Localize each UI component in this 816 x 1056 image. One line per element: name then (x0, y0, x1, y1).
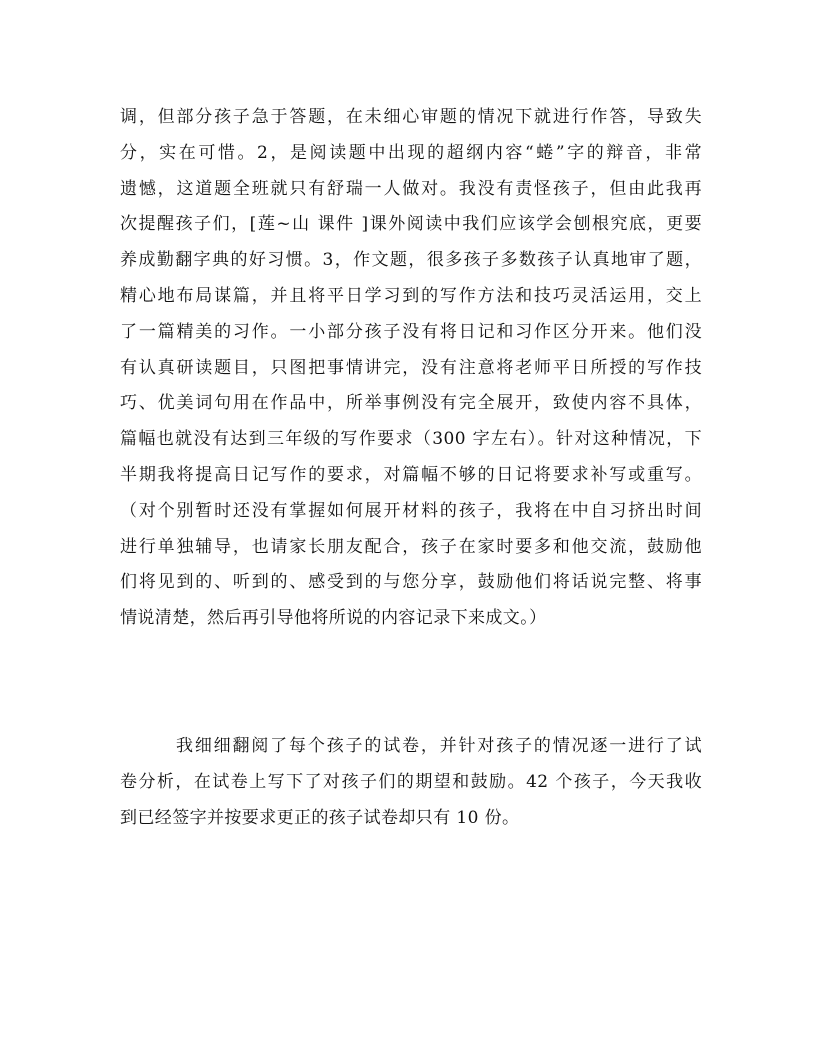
paragraph-1-line: 半期我将提高日记写作的要求，对篇幅不够的日记将要求补写或重写。 (120, 464, 702, 485)
paragraph-1-line: 们将见到的、听到的、感受到的与您分享，鼓励他们将话说完整、将事 (120, 572, 702, 593)
paragraph-1-line: 有认真研读题目，只图把事情讲完，没有注意将老师平日所授的写作技 (120, 357, 702, 378)
paragraph-1-line: 巧、优美词句用在作品中，所举事例没有完全展开，致使内容不具体， (120, 393, 702, 414)
paragraph-1-line: 养成勤翻字典的好习惯。3，作文题，很多孩子多数孩子认真地审了题， (120, 250, 702, 271)
paragraph-1-line: 篇幅也就没有达到三年级的写作要求（300 字左右）。针对这种情况，下 (120, 429, 702, 450)
paragraph-1-line-last: 情说清楚，然后再引导他将所说的内容记录下来成文。） (120, 608, 547, 629)
paragraph-1-line: （对个别暂时还没有掌握如何展开材料的孩子，我将在中自习挤出时间 (120, 500, 702, 521)
paragraph-2-line-last: 到已经签字并按要求更正的孩子试卷却只有 10 份。 (120, 807, 520, 828)
paragraph-1-line: 遗憾，这道题全班就只有舒瑞一人做对。我没有责怪孩子，但由此我再 (120, 178, 702, 199)
paragraph-2-line: 卷分析，在试卷上写下了对孩子们的期望和鼓励。42 个孩子，今天我收 (120, 771, 702, 792)
paragraph-1-line: 次提醒孩子们，[莲~山 课件 ]课外阅读中我们应该学会刨根究底，更要 (120, 214, 702, 235)
paragraph-1-line: 分，实在可惜。2，是阅读题中出现的超纲内容“蜷”字的辩音，非常 (120, 142, 702, 163)
paragraph-2-line-first: 我细细翻阅了每个孩子的试卷，并针对孩子的情况逐一进行了试 (176, 736, 702, 756)
paragraph-1-line: 精心地布局谋篇，并且将平日学习到的写作方法和技巧灵活运用，交上 (120, 285, 702, 306)
paragraph-1-line: 了一篇精美的习作。一小部分孩子没有将日记和习作区分开来。他们没 (120, 321, 702, 342)
paragraph-1-line: 进行单独辅导，也请家长朋友配合，孩子在家时要多和他交流，鼓励他 (120, 536, 702, 557)
paragraph-2 (120, 729, 702, 836)
paragraph-1-line: 调，但部分孩子急于答题，在未细心审题的情况下就进行作答，导致失 (120, 107, 702, 127)
paragraph-1 (120, 100, 702, 637)
